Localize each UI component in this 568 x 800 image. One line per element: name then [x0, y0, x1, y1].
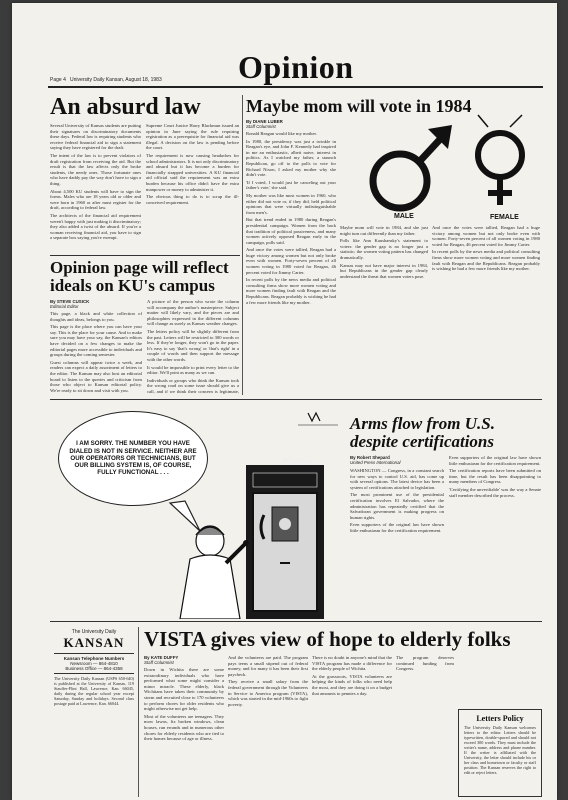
cartoonist-signature-icon — [298, 413, 338, 425]
byline-name: By STEVE CUSICK — [50, 299, 90, 304]
paragraph: Even supporters of the original law have shown little enthusiasm for the certification requirement. — [449, 455, 541, 466]
paragraph: Individuals or groups who think the Kansan took the wrong road on some issue should give us a call, and if we think their concern is legitimate, — [147, 377, 239, 394]
vista-headline: VISTA gives view of hope to elderly folks — [144, 627, 511, 651]
paragraph: Most of the volunteers are teenagers. They mow lawns, fix broken windows, clean houses, run errands and in numerous other chores for elderly residents who are tied to their homes because of age or illness. — [144, 713, 224, 742]
kansan-nameplate: KANSAN — [63, 635, 125, 650]
paragraph: Polls like Ann Kaushansky's statement to voters: the gender gap is no longer just a statistic; the women voting pattern has changed dramatically. — [340, 238, 428, 260]
paragraph: The requirement is now causing headaches for school administrators. It is not only discriminatory and absurd but it has become a burden for financially strapped universities. A KU financial aid official said the requirement was an extra burden because his office didn't have the extra manpower or money to administer it. — [146, 152, 239, 192]
byline-name: By KATE DUFFY — [144, 655, 179, 660]
paragraph: The architects of the financial aid requirement weren't happy with just making it discriminatory; they also added a twist of the absurd. If you're a woman receiving financial aid, you have to sign a separate box saying you're exempt. — [50, 212, 141, 241]
maybe-mom-byline — [246, 119, 283, 130]
cartoon-drawing — [50, 403, 346, 619]
paragraph: This page is the place where you can have your say. This is the place for your cause. And to make sure you may have your say, the Kansan's editors have decided on a few changes to make the editorial pages more accessible to individuals and groups during the coming semester. — [50, 324, 142, 358]
business-number: Business Office — 864-4358 — [65, 665, 123, 671]
paragraph: My mother was like most women in 1960, who either did not vote or, if they did, held political opinions that were virtually indistinguishable from men's. — [246, 192, 336, 215]
opinion-page-col-2 — [147, 299, 239, 396]
paragraph: The program deserves continued funding from Congress. — [396, 655, 454, 672]
man-on-phone-icon — [180, 526, 249, 619]
absurd-law-headline: An absurd law — [50, 94, 201, 120]
byline-role: Editorial Editor — [50, 304, 79, 310]
section-rule — [50, 255, 240, 256]
paragraph: Guest columns will appear twice a week, and readers can expect a daily assortment of letters to the editor. The Kansan may also host an editorial board to listen to the queries and criticism from those who object to Kansan editorial policy. We're ready to sit down and visit with you. — [50, 359, 142, 393]
paragraph: There is no doubt in anyone's mind that the VISTA program has made a difference for the elderly people of Wichita. — [312, 655, 392, 672]
section-rule — [50, 621, 542, 622]
paragraph: Ronald Reagan would like my mother. — [246, 131, 317, 136]
paragraph: In recent polls by the news media and political consulting firms show more women voting and more women finding fault with Reagan and the Republicans. Reagan probably is wishing he had a few more friends like my mother. — [246, 277, 336, 305]
paragraph: In recent polls by the news media and political consulting firms show more women voting and more women finding fault with Reagan and the Republicans. Reagan probably is wishing he had a few more friends like my mother. — [432, 249, 540, 272]
byline-name: By Robert Shepard — [350, 455, 390, 460]
male-symbol-icon — [373, 125, 452, 208]
paragraph: Maybe mom will vote in 1984, and she just might turn out differently than my father. — [340, 225, 428, 236]
paragraph: The letters policy will be slightly different from the past. Letters will be restricted to 300 words or less. If they're longer, they won't go in the paper. It's easy to say 'that's wrong' or 'that's right' in a couple of words and then support the message with the other words. — [147, 328, 239, 362]
byline-role: Staff Columnist — [246, 124, 276, 130]
maybe-mom-col-1 — [246, 131, 336, 395]
vista-col-3 — [312, 655, 392, 797]
section-title: Opinion — [238, 49, 354, 85]
paragraph: 'Certifying the unverifiable' was the way a Senate staff member described the process. — [449, 486, 541, 498]
paragraph: WASHINGTON — Congress, in a constant search for new ways to control U.S. aid, has come up with several options. The latest device has been a system of certifications attached to legislation. — [350, 468, 444, 490]
paragraph: And once the votes were tallied, Reagan had a huge victory among women but not only broke even with women. Forty-seven percent of all women voting in 1980 voted for Reagan, 46 percent voted for Jimmy Carter. — [432, 225, 540, 247]
paragraph: And once the votes were tallied, Reagan had a huge victory among women but not only broke even with women. Forty-seven percent of all women voting in 1980 voted for Reagan, 46 percent voted for Jimmy Carter. — [246, 247, 336, 275]
paragraph: It would be impossible to print every letter to the editor. We'll print as many as we can. — [147, 364, 239, 376]
absurd-law-col-2 — [146, 123, 239, 253]
vista-col-2 — [228, 655, 308, 797]
paragraph: Even supporters of the original law have shown little enthusiasm for the certification requirement. — [350, 522, 444, 533]
maybe-mom-col-3 — [432, 225, 540, 395]
header-rule — [48, 86, 543, 88]
letters-policy-title: Letters Policy — [476, 714, 524, 723]
paragraph: But that trend ended in 1980 during Reagan's presidential campaign. Women from the back that tradition of political passiveness, and many women actively opposed Reagan early in the campaign, polls said. — [246, 217, 336, 245]
phone-booth-sign: Phone — [281, 457, 313, 468]
letters-policy-body: The University Daily Kansan welcomes letters to the editor. Letters should be typewritten, double-spaced and should not exceed 300 words. They must include the writer's name, address and phone number. If the writer is affiliated with the University, the letter should include his or her class and hometown or faculty or staff position. The Kansan reserves the right to edit or reject letters. — [464, 725, 536, 775]
paragraph: Several University of Kansas students are putting their signatures on discriminatory documents these days. Federal law is requiring students who receive federal financial aid to sign a statement saying they have registered for the draft. — [50, 123, 141, 151]
paragraph: In 1980, the presidency was just a twinkle in Reagan's eye, and John F. Kennedy had inspired in me an enthusiastic, albeit naive, interest in politics. As I watched my father, a staunch Republican, go off to the polls to vote for Richard Nixon, I asked my mother why she didn't vote. — [246, 138, 336, 178]
opinion-page-headline: Opinion page will reflect ideals on KU's campus — [50, 258, 229, 295]
divider — [54, 673, 134, 674]
byline-role: United Press International — [350, 460, 401, 466]
byline-role: Staff Columnist — [144, 660, 174, 666]
absurd-law-col-1 — [50, 123, 141, 253]
paragraph: The intent of the law is to prevent violators of draft registration from receiving the aid. But the result is that the law affects only the broke students, the needy ones. Those fortunate ones who have daddy pay the way don't have to sign a thing. — [50, 152, 141, 186]
paragraph: And the volunteers are paid. The program pays teens a small stipend out of federal money, and for many it has been their first paycheck. — [228, 655, 308, 677]
paragraph: Down in Wichita there are some extraordinary individuals who have performed what some might consider a minor miracle. These elderly, black Wichitans have taken their community by storm and recruited close to 170 volunteers to perform chores for older residents who might otherwise not get help. — [144, 667, 224, 712]
issue-line: University Daily Kansan, August 18, 1983 — [70, 77, 162, 83]
male-label: MALE — [394, 213, 414, 220]
newsroom-number: Newsroom — 864-4810 — [70, 660, 118, 666]
kansan-info-box — [50, 627, 139, 797]
vista-col-1 — [144, 667, 224, 797]
letters-policy-box — [458, 709, 542, 797]
telephone-label: Kansan Telephone Numbers — [63, 655, 125, 661]
opinion-page-byline — [50, 299, 89, 310]
paragraph: A picture of the person who wrote the column will accompany the author's masterpiece. Subject matter will likely vary, and the pieces are and philosophies expressed in the different columns will change as surely as Kansas weather changes. — [147, 299, 239, 327]
byline-name: By DIANE LUBER — [246, 119, 283, 124]
paragraph: They receive a small salary from the federal government through the Volunteers in Service to America program (VISTA), which was started in the mid-1960s to fight poverty. — [228, 679, 308, 707]
section-rule — [50, 399, 542, 400]
paragraph: This page, a black and white collection of thoughts and ideas, belongs to you. — [50, 311, 142, 322]
cartoon-speech-bubble: I AM SORRY. THE NUMBER YOU HAVE DIALED IS NOT IN SERVICE. NEITHER ARE OUR OPERATORS OR TECHNICIANS, BUT OUR BILLING SYSTEM IS, OF COURSE, FULLY FUNCTIONAL . . . — [58, 411, 208, 506]
paragraph: 'If I voted, I would just be canceling out your father's vote,' she said. — [246, 179, 336, 191]
maybe-mom-headline: Maybe mom will vote in 1984 — [246, 96, 472, 116]
editorial-cartoon — [50, 403, 346, 619]
the-university-daily: The University Daily — [71, 629, 117, 635]
newspaper-page — [12, 3, 557, 800]
paragraph: At the grassroots, VISTA volunteers are helping the kinds of folks who need help the most, and they are doing it on a budget that amounts to pennies a day. — [312, 673, 392, 696]
maybe-mom-col-2 — [340, 225, 428, 395]
column-rule — [242, 95, 243, 395]
paragraph: Supreme Court Justice Harry Blackmun issued an opinion in June saying the rule requiring registration as a prerequisite for financial aid was illegal. A decision on the law is pending before the court. — [146, 123, 239, 151]
phone-booth-icon — [246, 465, 324, 619]
female-symbol-icon — [478, 115, 522, 205]
divider — [54, 653, 134, 654]
vista-byline — [144, 655, 178, 666]
opinion-page-col-1 — [50, 311, 142, 396]
arms-flow-col-1 — [350, 468, 444, 618]
female-label: FEMALE — [490, 214, 519, 221]
paragraph: The obvious thing to do is to scrap the ill-conceived requirement. — [146, 194, 239, 205]
paragraph: The certification reports have been submitted on time, but the result has been disappointing to many members of Congress. — [449, 468, 541, 485]
paragraph — [50, 395, 142, 396]
arms-flow-col-2 — [449, 455, 541, 618]
arms-flow-byline — [350, 455, 401, 466]
arms-flow-headline: Arms flow from U.S. despite certifications — [350, 414, 495, 451]
paragraph: The most prominent use of the presidential certification involves El Salvador, where the administration has repeatedly certified that the Salvadoran government is making progress on human rights. — [350, 492, 444, 520]
kansan-publication-info: The University Daily Kansan (USPS 650-640) is published at the University of Kansas, 119 Stauffer-Flint Hall, Lawrence, Kan. 66045, daily during the regular school year except Saturday, Sunday and holidays. Second class postage paid at Lawrence, Kan. 66044. — [54, 675, 134, 706]
gender-symbols-illustration — [340, 113, 540, 221]
paragraph: About 4,500 KU students will have to sign the forms. Males who are 18 years old or older and were born in 1960 or after must register for the draft, according to federal law. — [50, 188, 141, 211]
vista-col-4 — [396, 655, 454, 797]
page-number: Page 4 — [50, 77, 66, 83]
paragraph: Kansas may not have major interest in 1984, but Republicans in the gender gap clearly understand the threat that women voters pose. — [340, 262, 428, 279]
